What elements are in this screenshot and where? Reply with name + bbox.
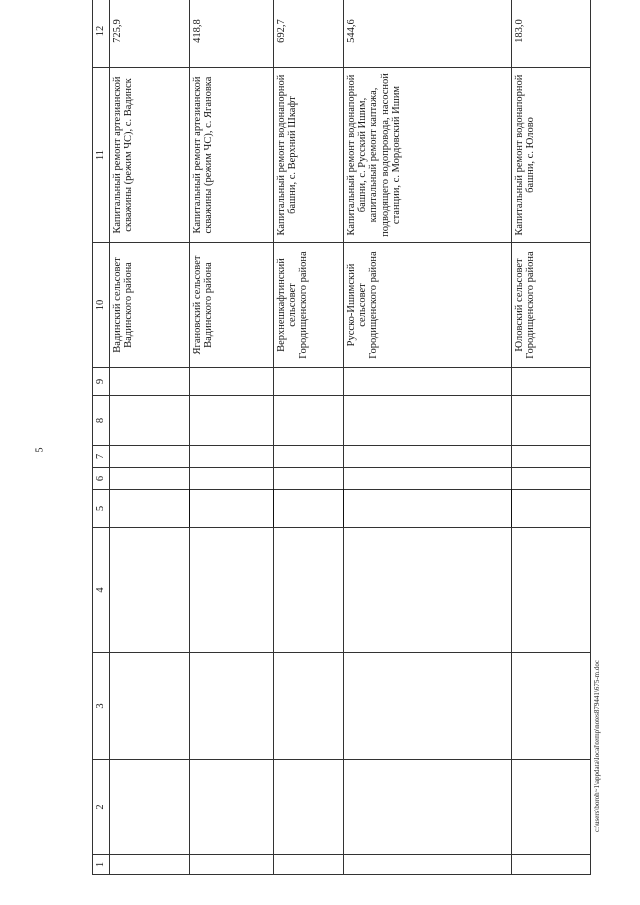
amount-cell: 692,7 <box>274 0 344 68</box>
description-cell: Капитальный ремонт водонапорной башни, с. Юлово <box>512 68 591 243</box>
table-row <box>274 0 344 875</box>
funding-table <box>92 0 591 875</box>
file-path-footer: c:\users\boroh~1\appdata\local\temp\notes879441\675-m.doc <box>593 660 601 832</box>
col-number: 7 <box>93 446 110 468</box>
table-row <box>110 0 190 875</box>
municipality-cell: Верхнешкафтинский сельсовет Городищенского района <box>274 243 344 368</box>
col-number: 3 <box>93 653 110 760</box>
col-number: 10 <box>93 243 110 368</box>
col-number: 4 <box>93 528 110 653</box>
table-row <box>512 0 591 875</box>
description-cell: Капитальный ремонт артезианской скважины (режим ЧС), с. Ягановка <box>190 68 274 243</box>
description-cell: Капитальный ремонт водонапорной башни, с. Верхний Шкафт <box>274 68 344 243</box>
table-row <box>344 0 512 875</box>
table-row <box>190 0 274 875</box>
col-number: 11 <box>93 68 110 243</box>
amount-cell: 418,8 <box>190 0 274 68</box>
amount-cell: 725,9 <box>110 0 190 68</box>
col-number: 2 <box>93 760 110 855</box>
page-number: 5 <box>34 447 46 453</box>
description-cell: Капитальный ремонт водонапорной башни, с. Русский Ишим, капитальный ремонт каптажа, подводящего водопровода, насосной станции, с. Мордовский Ишим <box>344 68 512 243</box>
col-number: 12 <box>93 0 110 68</box>
rotated-table-container <box>92 15 587 875</box>
municipality-cell: Ягановский сельсовет Вадинского района <box>190 243 274 368</box>
amount-cell: 544,6 <box>344 0 512 68</box>
description-cell: Капитальный ремонт артезианской скважины (режим ЧС), с. Вадинск <box>110 68 190 243</box>
col-number: 8 <box>93 396 110 446</box>
municipality-cell: Вадинский сельсовет Вадинского района <box>110 243 190 368</box>
column-number-row <box>93 0 110 875</box>
col-number: 9 <box>93 368 110 396</box>
municipality-cell: Русско-Ишимский сельсовет Городищенского района <box>344 243 512 368</box>
col-number: 6 <box>93 468 110 490</box>
municipality-cell: Юловский сельсовет Городищенского района <box>512 243 591 368</box>
col-number: 5 <box>93 490 110 528</box>
col-number: 1 <box>93 855 110 875</box>
amount-cell: 183,0 <box>512 0 591 68</box>
